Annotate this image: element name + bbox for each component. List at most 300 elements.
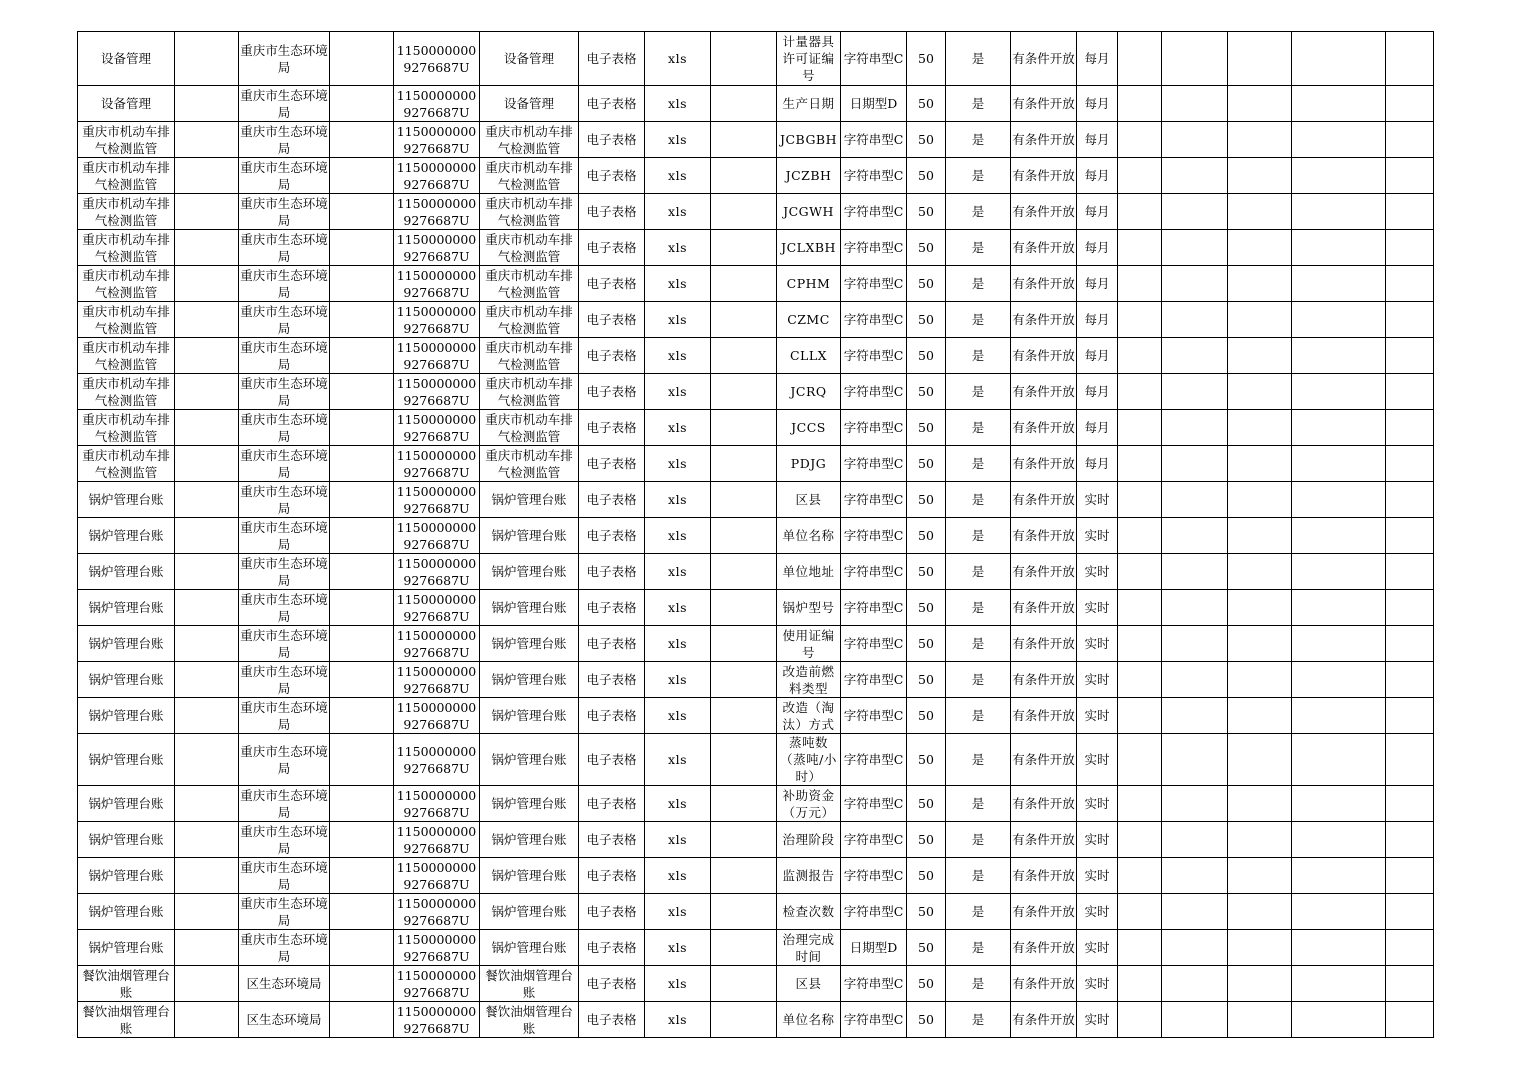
table-cell: 50 [907, 662, 946, 698]
table-cell: 锅炉管理台账 [480, 554, 579, 590]
table-cell [175, 86, 239, 122]
table-row [78, 482, 1434, 518]
table-cell: 是 [946, 158, 1011, 194]
table-cell [1292, 698, 1386, 734]
table-cell [1386, 554, 1434, 590]
table-cell [1162, 338, 1228, 374]
table-cell: 重庆市生态环境局 [240, 519, 328, 552]
table-cell: 实时 [1077, 482, 1118, 518]
table-cell: 锅炉管理台账 [480, 518, 579, 554]
table-cell: 11500000009276687U [394, 158, 480, 194]
table-cell [1228, 822, 1292, 858]
table-cell: 字符串型C [841, 822, 907, 858]
table-cell: 重庆市机动车排气检测监管 [78, 266, 175, 302]
table-cell: 是 [946, 966, 1011, 1002]
table-cell: 有条件开放 [1011, 930, 1077, 966]
table-cell [1228, 446, 1292, 482]
table-cell: 有条件开放 [1011, 554, 1077, 590]
table-cell: 治理阶段 [777, 822, 841, 858]
table-cell: 50 [907, 626, 946, 662]
table-cell [711, 930, 777, 966]
table-cell: xls [645, 734, 711, 786]
table-cell [1228, 32, 1292, 86]
table-cell: 电子表格 [579, 446, 645, 482]
table-cell [1292, 32, 1386, 86]
table-cell: 重庆市机动车排气检测监管 [78, 410, 175, 446]
table-cell [711, 662, 777, 698]
table-cell [1228, 662, 1292, 698]
table-cell: 改造前燃料类型 [777, 662, 841, 698]
table-cell [1386, 1002, 1434, 1038]
table-cell [711, 734, 777, 786]
table-cell [1292, 590, 1386, 626]
table-cell [711, 410, 777, 446]
table-cell: 重庆市生态环境局 [240, 627, 328, 660]
table-cell: 重庆市机动车排气检测监管 [480, 122, 579, 158]
table-cell [330, 894, 394, 930]
table-row [78, 858, 1434, 894]
table-cell: 重庆市生态环境局 [240, 895, 328, 928]
table-cell: 50 [907, 32, 946, 86]
table-row [78, 230, 1434, 266]
table-cell: 电子表格 [579, 266, 645, 302]
table-cell: 锅炉管理台账 [78, 930, 175, 966]
table-cell: 锅炉管理台账 [480, 734, 579, 786]
table-cell: xls [645, 338, 711, 374]
table-cell [1386, 374, 1434, 410]
table-cell: 重庆市机动车排气检测监管 [480, 410, 579, 446]
table-row [78, 554, 1434, 590]
table-cell [711, 786, 777, 822]
table-cell: 设备管理 [78, 32, 175, 86]
table-cell [330, 410, 394, 446]
table-cell: 实时 [1077, 858, 1118, 894]
table-cell [1228, 966, 1292, 1002]
table-cell: 有条件开放 [1011, 302, 1077, 338]
table-cell: 字符串型C [841, 590, 907, 626]
table-cell: 重庆市生态环境局 [240, 123, 328, 156]
table-row [78, 966, 1434, 1002]
table-cell [1292, 266, 1386, 302]
table-cell: 有条件开放 [1011, 822, 1077, 858]
table-cell: xls [645, 374, 711, 410]
table-cell: 每月 [1077, 374, 1118, 410]
table-cell [711, 1002, 777, 1038]
table-cell: 电子表格 [579, 410, 645, 446]
table-cell: 锅炉管理台账 [78, 698, 175, 734]
table-cell [711, 966, 777, 1002]
table-cell: 重庆市生态环境局 [240, 375, 328, 408]
table-cell: 11500000009276687U [394, 266, 480, 302]
table-cell: xls [645, 32, 711, 86]
table-cell: 设备管理 [480, 32, 579, 86]
table-cell [330, 158, 394, 194]
table-cell [175, 786, 239, 822]
table-cell [330, 858, 394, 894]
table-cell [1292, 858, 1386, 894]
table-cell: 字符串型C [841, 1002, 907, 1038]
table-cell [175, 1002, 239, 1038]
table-cell: 50 [907, 194, 946, 230]
table-cell: 11500000009276687U [394, 734, 480, 786]
table-row [78, 266, 1434, 302]
table-cell: 是 [946, 518, 1011, 554]
table-cell [1118, 662, 1162, 698]
table-cell [1162, 822, 1228, 858]
table-cell: 重庆市生态环境局 [240, 591, 328, 624]
table-cell: 锅炉管理台账 [480, 894, 579, 930]
table-cell: 是 [946, 734, 1011, 786]
table-cell [1228, 894, 1292, 930]
table-row [78, 32, 1434, 86]
table-cell: 锅炉管理台账 [78, 518, 175, 554]
table-cell: 每月 [1077, 230, 1118, 266]
table-cell [1162, 662, 1228, 698]
table-cell [330, 786, 394, 822]
table-cell [1386, 230, 1434, 266]
table-cell [1386, 410, 1434, 446]
table-cell [711, 122, 777, 158]
table-cell [1162, 302, 1228, 338]
table-cell: 电子表格 [579, 302, 645, 338]
table-cell [711, 230, 777, 266]
table-cell: 是 [946, 410, 1011, 446]
table-cell: 是 [946, 698, 1011, 734]
table-cell [1118, 32, 1162, 86]
table-cell: 重庆市生态环境局 [240, 859, 328, 892]
table-cell [1228, 698, 1292, 734]
table-cell: 字符串型C [841, 158, 907, 194]
table-cell: 锅炉型号 [777, 590, 841, 626]
table-cell [1292, 230, 1386, 266]
table-cell [175, 590, 239, 626]
table-cell: 11500000009276687U [394, 786, 480, 822]
table-cell: 字符串型C [841, 554, 907, 590]
table-cell: 是 [946, 858, 1011, 894]
table-cell: 是 [946, 822, 1011, 858]
table-cell: xls [645, 410, 711, 446]
table-cell [1162, 966, 1228, 1002]
table-cell [711, 266, 777, 302]
table-cell [1386, 734, 1434, 786]
table-cell: 重庆市机动车排气检测监管 [480, 374, 579, 410]
table-cell [1292, 194, 1386, 230]
table-cell [1162, 32, 1228, 86]
table-cell [1118, 482, 1162, 518]
table-row [78, 338, 1434, 374]
table-cell [1386, 302, 1434, 338]
table-cell: 重庆市生态环境局 [240, 231, 328, 264]
table-cell [1386, 858, 1434, 894]
table-cell: xls [645, 86, 711, 122]
table-cell [1118, 966, 1162, 1002]
table-cell: 实时 [1077, 1002, 1118, 1038]
table-cell: 电子表格 [579, 698, 645, 734]
table-cell: xls [645, 894, 711, 930]
table-cell: 50 [907, 338, 946, 374]
table-cell: xls [645, 590, 711, 626]
table-cell: xls [645, 482, 711, 518]
table-row [78, 86, 1434, 122]
table-cell: 区生态环境局 [239, 966, 330, 1002]
table-cell [1292, 554, 1386, 590]
table-cell: 每月 [1077, 446, 1118, 482]
table-cell: 重庆市生态环境局 [240, 663, 328, 696]
table-cell: 是 [946, 86, 1011, 122]
table-cell [1292, 1002, 1386, 1038]
table-cell: 字符串型C [841, 32, 907, 86]
table-row [78, 410, 1434, 446]
table-cell: xls [645, 302, 711, 338]
table-cell: 锅炉管理台账 [78, 786, 175, 822]
table-cell [1386, 518, 1434, 554]
table-row [78, 158, 1434, 194]
table-cell [1118, 894, 1162, 930]
table-cell [1292, 734, 1386, 786]
table-cell: xls [645, 266, 711, 302]
table-cell: 字符串型C [841, 266, 907, 302]
table-cell: 是 [946, 554, 1011, 590]
table-cell: 实时 [1077, 734, 1118, 786]
table-cell: 锅炉管理台账 [78, 858, 175, 894]
table-cell [330, 374, 394, 410]
table-cell: xls [645, 966, 711, 1002]
table-cell: 重庆市机动车排气检测监管 [78, 230, 175, 266]
table-row [78, 894, 1434, 930]
table-row [78, 122, 1434, 158]
table-cell: 电子表格 [579, 662, 645, 698]
table-cell: xls [645, 230, 711, 266]
table-cell: xls [645, 122, 711, 158]
table-cell: 是 [946, 662, 1011, 698]
table-cell [175, 302, 239, 338]
table-cell: 电子表格 [579, 966, 645, 1002]
table-cell: 检查次数 [777, 894, 841, 930]
table-cell [175, 894, 239, 930]
table-cell: 生产日期 [777, 86, 841, 122]
table-cell: 字符串型C [841, 374, 907, 410]
table-cell [1386, 894, 1434, 930]
table-cell: 锅炉管理台账 [78, 626, 175, 662]
table-cell [1228, 518, 1292, 554]
table-cell: 重庆市生态环境局 [239, 734, 330, 786]
table-cell [1228, 266, 1292, 302]
table-cell: 重庆市生态环境局 [240, 267, 328, 300]
table-cell: 50 [907, 822, 946, 858]
table-cell [1292, 626, 1386, 662]
table-cell [1118, 266, 1162, 302]
table-cell: 实时 [1077, 698, 1118, 734]
table-cell: PDJG [777, 446, 841, 482]
table-cell [711, 158, 777, 194]
table-cell [711, 86, 777, 122]
table-cell [1228, 590, 1292, 626]
table-cell: 11500000009276687U [394, 822, 480, 858]
table-cell: 计量器具许可证编号 [777, 32, 841, 86]
table-cell [711, 554, 777, 590]
table-cell [1228, 86, 1292, 122]
table-cell: 有条件开放 [1011, 122, 1077, 158]
table-cell [175, 158, 239, 194]
table-row [78, 930, 1434, 966]
table-cell [1292, 374, 1386, 410]
table-cell: 日期型D [841, 930, 907, 966]
table-cell: CLLX [777, 338, 841, 374]
table-cell [1118, 374, 1162, 410]
table-cell: 50 [907, 266, 946, 302]
table-cell [711, 518, 777, 554]
table-cell: 50 [907, 1002, 946, 1038]
table-cell: 单位名称 [777, 1002, 841, 1038]
table-cell: 电子表格 [579, 230, 645, 266]
table-cell: 11500000009276687U [394, 410, 480, 446]
table-cell: 有条件开放 [1011, 230, 1077, 266]
table-cell: 餐饮油烟管理台账 [480, 966, 579, 1002]
table-cell: 锅炉管理台账 [480, 786, 579, 822]
table-cell: 50 [907, 374, 946, 410]
table-cell [1162, 518, 1228, 554]
table-cell: 电子表格 [579, 32, 645, 86]
table-cell [330, 266, 394, 302]
table-row [78, 698, 1434, 734]
table-cell [1292, 122, 1386, 158]
table-cell: 是 [946, 194, 1011, 230]
table-cell [175, 822, 239, 858]
table-cell: JCBGBH [777, 122, 841, 158]
table-cell: 电子表格 [579, 518, 645, 554]
table-cell [330, 122, 394, 158]
table-cell: 锅炉管理台账 [78, 822, 175, 858]
table-cell [1162, 590, 1228, 626]
table-cell: xls [645, 858, 711, 894]
table-cell: 电子表格 [579, 822, 645, 858]
table-cell [175, 930, 239, 966]
table-cell: 是 [946, 786, 1011, 822]
table-cell: 字符串型C [841, 698, 907, 734]
table-cell [330, 302, 394, 338]
table-cell: 50 [907, 894, 946, 930]
table-cell: 区生态环境局 [239, 1002, 330, 1038]
table-cell: 实时 [1077, 894, 1118, 930]
table-cell: 电子表格 [579, 894, 645, 930]
table-cell: CPHM [777, 266, 841, 302]
table-cell: 重庆市机动车排气检测监管 [78, 302, 175, 338]
table-cell [175, 858, 239, 894]
table-cell: 字符串型C [841, 858, 907, 894]
table-cell: 设备管理 [78, 86, 175, 122]
table-cell: 11500000009276687U [394, 590, 480, 626]
table-cell: 重庆市生态环境局 [240, 931, 328, 964]
table-cell: 实时 [1077, 966, 1118, 1002]
table-cell: 11500000009276687U [394, 894, 480, 930]
table-cell: 重庆市生态环境局 [240, 159, 328, 192]
table-cell [1386, 698, 1434, 734]
table-cell: 锅炉管理台账 [78, 590, 175, 626]
table-cell: 重庆市机动车排气检测监管 [480, 158, 579, 194]
table-cell: 是 [946, 374, 1011, 410]
table-cell [330, 734, 394, 786]
table-cell [175, 446, 239, 482]
table-cell: 区县 [777, 966, 841, 1002]
table-cell: 11500000009276687U [394, 86, 480, 122]
table-cell [330, 86, 394, 122]
table-cell [1162, 86, 1228, 122]
table-cell: 重庆市生态环境局 [240, 411, 328, 444]
table-cell [1118, 518, 1162, 554]
table-cell: 是 [946, 626, 1011, 662]
table-cell [175, 122, 239, 158]
table-cell: 每月 [1077, 266, 1118, 302]
table-cell: 锅炉管理台账 [480, 698, 579, 734]
table-cell [1118, 410, 1162, 446]
table-cell: 实时 [1077, 786, 1118, 822]
table-cell [1228, 786, 1292, 822]
table-cell [1292, 822, 1386, 858]
table-cell: 实时 [1077, 554, 1118, 590]
table-cell: xls [645, 554, 711, 590]
table-cell [711, 482, 777, 518]
table-cell: 50 [907, 554, 946, 590]
table-cell: 实时 [1077, 662, 1118, 698]
table-cell [1118, 302, 1162, 338]
table-cell [330, 482, 394, 518]
table-cell [711, 822, 777, 858]
table-cell [1292, 786, 1386, 822]
table-cell: 锅炉管理台账 [78, 894, 175, 930]
table-cell: 实时 [1077, 518, 1118, 554]
table-cell [330, 930, 394, 966]
table-cell [175, 194, 239, 230]
table-cell [1228, 230, 1292, 266]
table-cell: 是 [946, 338, 1011, 374]
table-cell: 有条件开放 [1011, 626, 1077, 662]
table-cell [1118, 446, 1162, 482]
table-cell: 11500000009276687U [394, 32, 480, 86]
table-cell [1162, 122, 1228, 158]
table-cell [330, 1002, 394, 1038]
table-cell [711, 858, 777, 894]
table-cell: 实时 [1077, 822, 1118, 858]
table-cell [1118, 786, 1162, 822]
table-cell: JCLXBH [777, 230, 841, 266]
table-cell [175, 554, 239, 590]
table-cell: 11500000009276687U [394, 482, 480, 518]
table-cell: 锅炉管理台账 [480, 482, 579, 518]
table-cell: 11500000009276687U [394, 374, 480, 410]
table-cell: 50 [907, 158, 946, 194]
table-cell: 实时 [1077, 590, 1118, 626]
table-cell [330, 662, 394, 698]
table-cell [1162, 1002, 1228, 1038]
table-cell [1386, 662, 1434, 698]
table-cell: 50 [907, 122, 946, 158]
table-cell [1228, 554, 1292, 590]
table-cell [1386, 86, 1434, 122]
table-cell [711, 338, 777, 374]
table-cell [1162, 446, 1228, 482]
table-cell: 有条件开放 [1011, 446, 1077, 482]
table-cell: 是 [946, 930, 1011, 966]
table-cell [175, 698, 239, 734]
table-cell [330, 626, 394, 662]
table-cell: 50 [907, 230, 946, 266]
table-cell [1162, 554, 1228, 590]
table-cell: 重庆市生态环境局 [240, 555, 328, 588]
table-cell: 有条件开放 [1011, 266, 1077, 302]
table-cell [1386, 482, 1434, 518]
table-cell [1162, 626, 1228, 662]
table-cell: 电子表格 [579, 626, 645, 662]
